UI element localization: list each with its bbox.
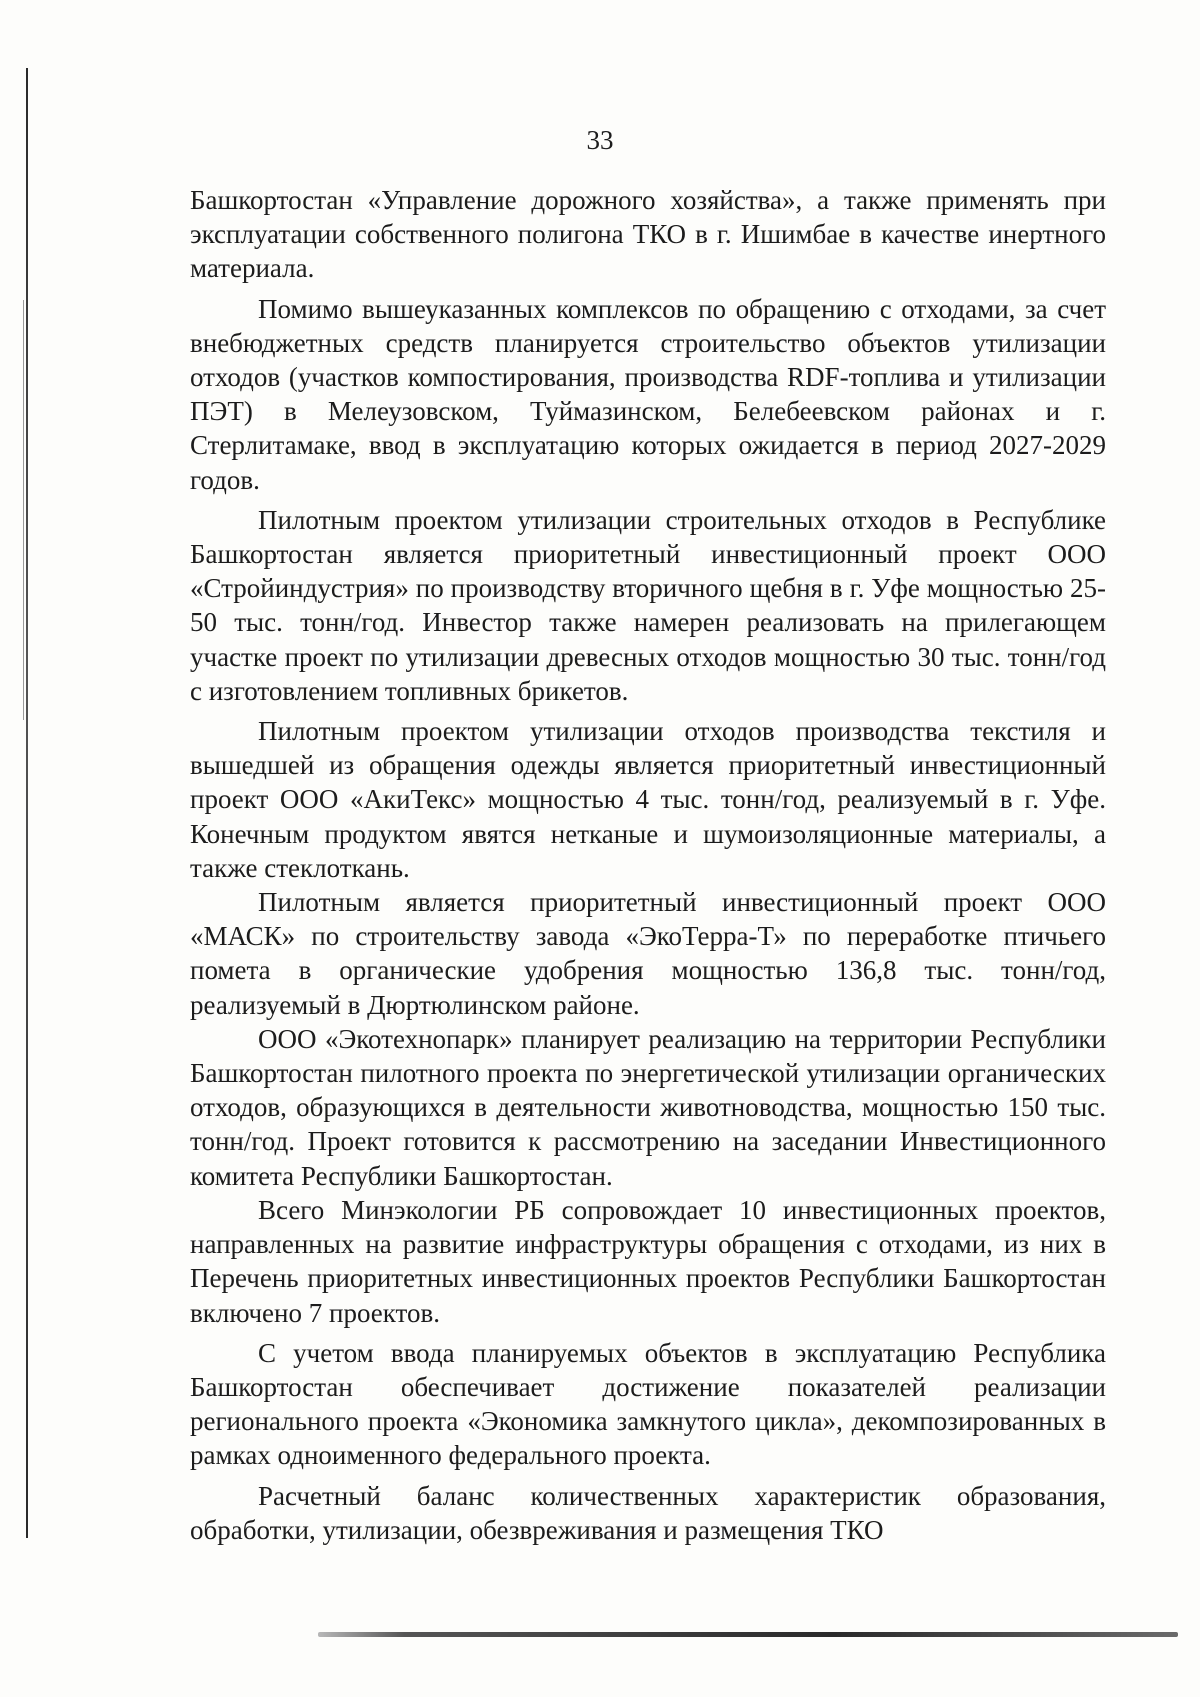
paragraph-textile-waste: Пилотным проектом утилизации отходов производства текстиля и вышедшей из обращения одежды является приоритетный инвестиционный проект ООО «АкиТекс» мощностью 4 тыс. тонн/год, реализуемый в г. Уфе. Конечным продуктом явятся нетканые и шумоизоляционные материалы, а также стеклоткань. [190, 716, 1106, 883]
document-body [190, 183, 1106, 1547]
paragraph-investment-projects: Всего Минэкологии РБ сопровождает 10 инвестиционных проектов, направленных на развитие инфраструктуры обращения с отходами, из них в Перечень приоритетных инвестиционных проектов Республики Башкортостан включено 7 проектов. [190, 1194, 1106, 1328]
paragraph-circular-economy: С учетом ввода планируемых объектов в эксплуатацию Республика Башкортостан обеспечивает достижение показателей реализации регионального проекта «Экономика замкнутого цикла», декомпозированных в рамках одноименного федерального проекта. [190, 1337, 1106, 1471]
page-number: 33 [586, 125, 614, 155]
paragraph-bird-droppings: Пилотным является приоритетный инвестиционный проект ООО «МАСК» по строительству завода «ЭкоТерра-Т» по переработке птичьего помета в органические удобрения мощностью 136,8 тыс. тонн/год, реализуемый в Дюртюлинском районе. [190, 887, 1106, 1020]
paragraph-ecotechnopark: ООО «Экотехнопарк» планирует реализацию на территории Республики Башкортостан пилотного проекта по энергетической утилизации органических отходов, образующихся в деятельности животноводства, мощностью 150 тыс. тонн/год. Проект готовится к рассмотрению на заседании Инвестиционного комитета Республики Башкортостан. [190, 1023, 1106, 1191]
paragraph-msw-balance: Расчетный баланс количественных характеристик образования, обработки, утилизации, обезвреживания и размещения ТКО [190, 1480, 1106, 1545]
scan-binding-edge [26, 68, 28, 1538]
paragraph-waste-facilities: Помимо вышеуказанных комплексов по обращению с отходами, за счет внебюджетных средств планируется строительство объектов утилизации отходов (участков компостирования, производства RDF-топлива и утилизации ПЭТ) в Мелеузовском, Туймазинском, Белебеевском районах и г. Стерлитамаке, ввод в эксплуатацию которых ожидается в период 2027-2029 годов. [190, 293, 1106, 495]
scan-bottom-edge [318, 1632, 1178, 1637]
scan-binding-shadow [23, 300, 24, 720]
paragraph-construction-waste: Пилотным проектом утилизации строительных отходов в Республике Башкортостан является приоритетный инвестиционный проект ООО «Стройиндустрия» по производству вторичного щебня в г. Уфе мощностью 25-50 тыс. тонн/год. Инвестор также намерен реализовать на прилегающем участке проект по утилизации древесных отходов мощностью 30 тыс. тонн/год с изготовлением топливных брикетов. [190, 504, 1106, 706]
paragraph-continuation: Башкортостан «Управление дорожного хозяйства», а также применять при эксплуатации собственного полигона ТКО в г. Ишимбае в качестве инертного материала. [190, 185, 1106, 284]
